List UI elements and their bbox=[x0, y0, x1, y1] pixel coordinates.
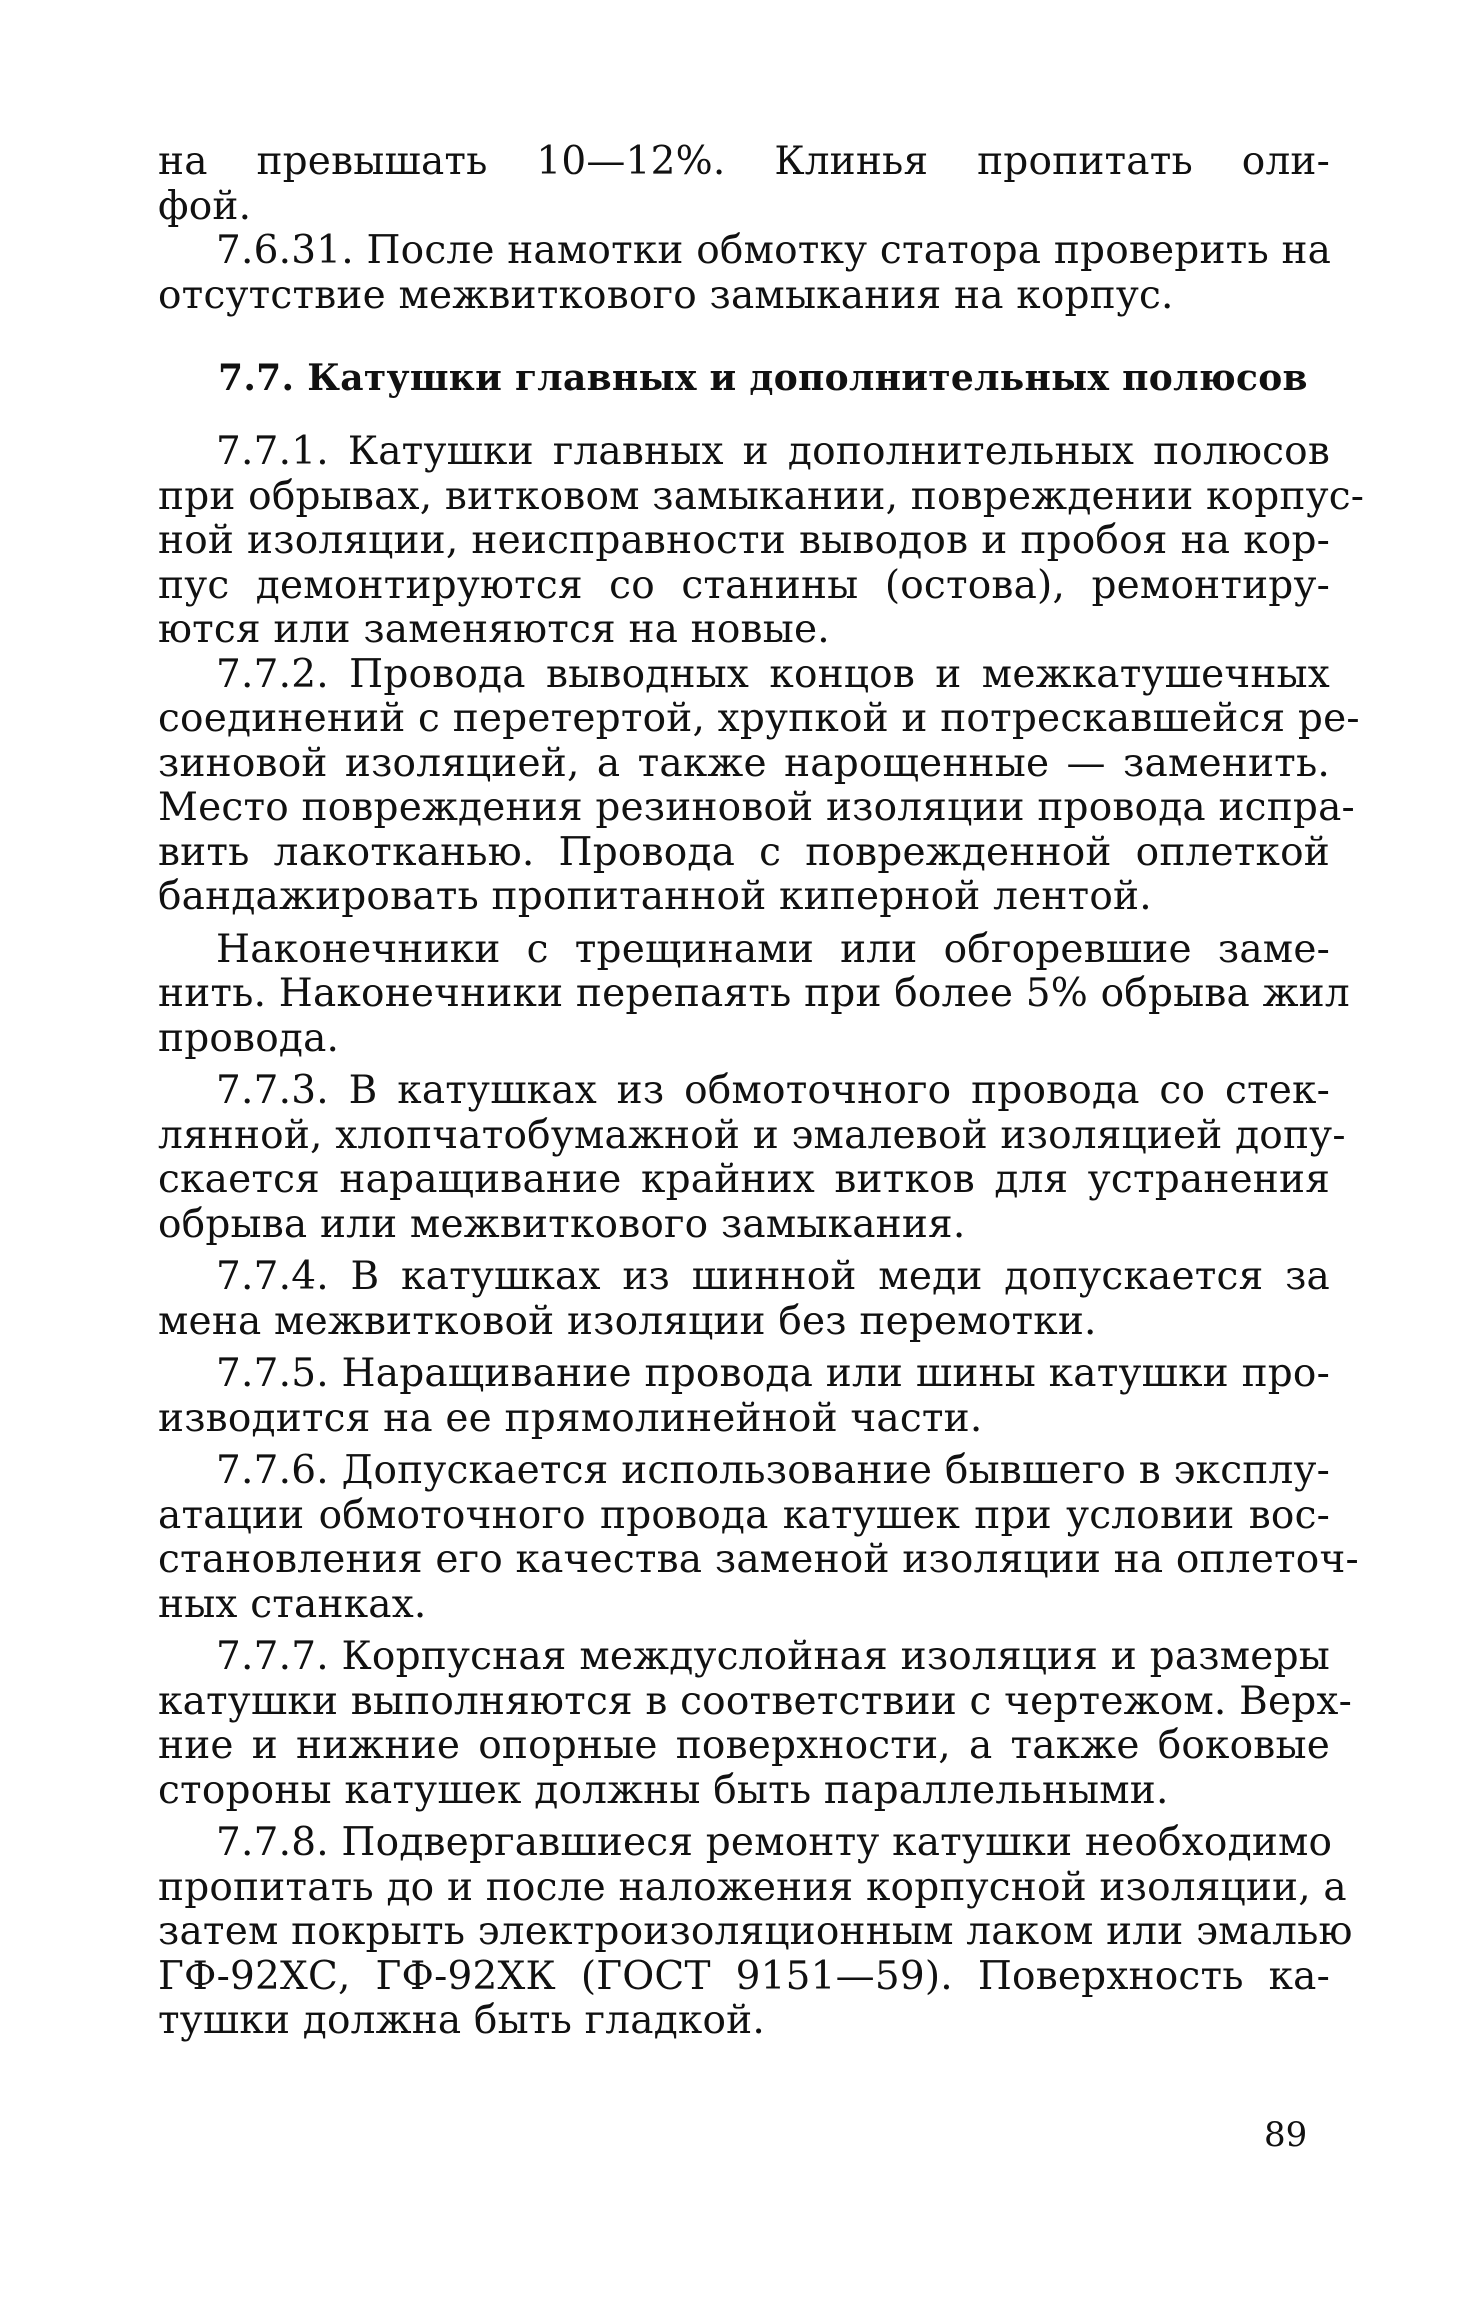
paragraph-7-7-2 bbox=[158, 651, 1360, 920]
text-line: 7.7.5. Наращивание провода или шины катушки про- bbox=[216, 1351, 1330, 1396]
text-line: 7.7.1. Катушки главных и дополнительных полюсов bbox=[216, 429, 1330, 474]
text-line: затем покрыть электроизоляционным лаком или эмалью bbox=[158, 1909, 1353, 1954]
paragraph-7-6-31 bbox=[158, 229, 1330, 318]
paragraph-7-7-7 bbox=[158, 1634, 1352, 1813]
text-line: становления его качества заменой изоляции на оплеточ- bbox=[158, 1537, 1359, 1582]
text-line: соединений с перетертой, хрупкой и потрескавшейся ре- bbox=[158, 696, 1360, 741]
paragraph-7-7-6 bbox=[158, 1448, 1359, 1627]
text-line: нить. Наконечники перепаять при более 5% обрыва жил bbox=[158, 971, 1350, 1016]
page-number: 89 bbox=[1264, 2115, 1308, 2155]
section-heading: 7.7. Катушки главных и дополнительных полюсов bbox=[218, 357, 1308, 399]
text-line: ГФ-92ХС, ГФ-92ХК (ГОСТ 9151—59). Поверхность ка- bbox=[158, 1953, 1330, 1999]
text-line: 7.7.2. Провода выводных концов и межкатушечных bbox=[216, 651, 1330, 697]
paragraph-7-7-1 bbox=[158, 429, 1365, 653]
text-line: атации обмоточного провода катушек при условии вос- bbox=[158, 1492, 1330, 1538]
text-line: ются или заменяются на новые. bbox=[158, 607, 830, 652]
text-line: ной изоляции, неисправности выводов и пробоя на кор- bbox=[158, 518, 1330, 563]
paragraph-7-7-8 bbox=[158, 1820, 1353, 2044]
text-line: провода. bbox=[158, 1015, 340, 1061]
text-line: изводится на ее прямолинейной части. bbox=[158, 1395, 983, 1441]
text-line: катушки выполняются в соответствии с чертежом. Верх- bbox=[158, 1678, 1352, 1724]
page-body bbox=[158, 139, 1365, 2044]
paragraph-continuation bbox=[158, 140, 1330, 229]
text-line: ных станках. bbox=[158, 1581, 427, 1627]
text-line: 7.7.6. Допускается использование бывшего в эксплу- bbox=[216, 1448, 1330, 1493]
text-line: Место повреждения резиновой изоляции провода испра- bbox=[158, 785, 1355, 830]
text-line: лянной, хлопчатобумажной и эмалевой изоляцией допу- bbox=[158, 1112, 1346, 1158]
paragraph-tips bbox=[158, 926, 1350, 1062]
text-line: 7.7.4. В катушках из шинной меди допускается за bbox=[216, 1254, 1330, 1299]
text-line: на превышать 10—12%. Клинья пропитать оли- bbox=[158, 139, 1330, 184]
text-line: пус демонтируются со станины (остова), ремонтиру- bbox=[158, 562, 1330, 608]
paragraph-7-7-4 bbox=[158, 1255, 1330, 1344]
text-line: мена межвитковой изоляции без перемотки. bbox=[158, 1298, 1097, 1344]
text-line: скается наращивание крайних витков для устранения bbox=[158, 1157, 1330, 1202]
text-line: вить лакотканью. Провода с поврежденной оплеткой bbox=[158, 829, 1330, 875]
text-line: ние и нижние опорные поверхности, а также боковые bbox=[158, 1723, 1330, 1768]
text-line: пропитать до и после наложения корпусной изоляции, а bbox=[158, 1864, 1347, 1910]
text-line: тушки должна быть гладкой. bbox=[158, 1998, 765, 2043]
text-line: 7.7.7. Корпусная междуслойная изоляция и размеры bbox=[216, 1634, 1330, 1679]
paragraph-7-7-5 bbox=[158, 1352, 1330, 1441]
text-line: при обрывах, витковом замыкании, повреждении корпус- bbox=[158, 473, 1365, 519]
text-line: 7.7.8. Подвергавшиеся ремонту катушки необходимо bbox=[216, 1820, 1333, 1865]
text-line: бандажировать пропитанной киперной лентой. bbox=[158, 874, 1152, 919]
text-line: отсутствие межвиткового замыкания на корпус. bbox=[158, 272, 1174, 318]
text-line: фой. bbox=[158, 183, 252, 229]
text-line: Наконечники с трещинами или обгоревшие заме- bbox=[216, 926, 1330, 972]
text-line: 7.6.31. После намотки обмотку статора проверить на bbox=[216, 228, 1332, 273]
text-line: стороны катушек должны быть параллельными. bbox=[158, 1767, 1169, 1813]
text-line: обрыва или межвиткового замыкания. bbox=[158, 1201, 966, 1247]
text-line: 7.7.3. В катушках из обмоточного провода со стек- bbox=[216, 1068, 1330, 1113]
text-line: зиновой изоляцией, а также нарощенные — заменить. bbox=[158, 740, 1330, 786]
paragraph-7-7-3 bbox=[158, 1068, 1346, 1247]
